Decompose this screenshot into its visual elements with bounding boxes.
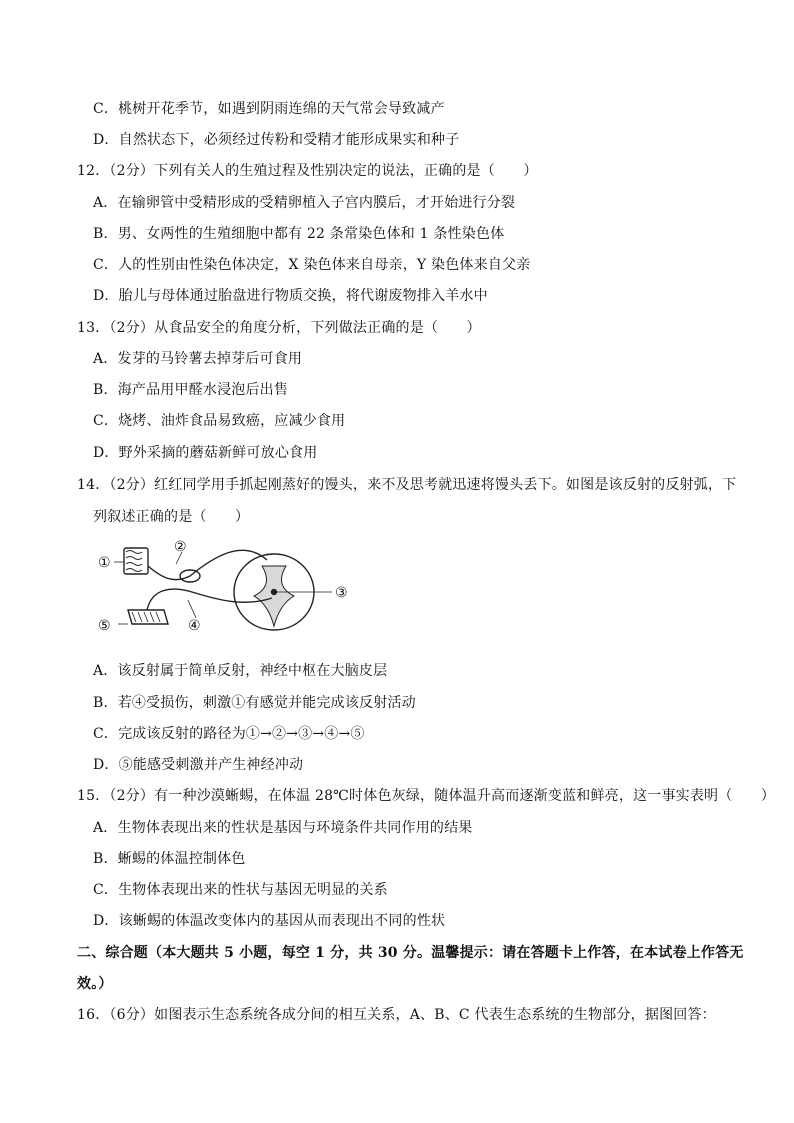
- label-2: ②: [174, 539, 187, 555]
- section-2-heading-line2: 效。）: [77, 976, 113, 992]
- question-14-line1: 14．（2分）红红同学用手抓起刚蒸好的馒头，来不及思考就迅速将馒头丢下。如图是该反射的反射弧，下: [77, 477, 737, 493]
- option-13a: A．发芽的马铃薯去掉芽后可食用: [93, 351, 303, 367]
- option-13b: B．海产品用甲醛水浸泡后出售: [93, 382, 289, 398]
- label-4: ④: [188, 618, 201, 634]
- efferent-nerve: [147, 589, 272, 610]
- option-13d: D．野外采摘的蘑菇新鲜可放心食用: [93, 445, 318, 461]
- label-1: ①: [98, 555, 111, 571]
- label-3: ③: [335, 585, 348, 601]
- gray-matter: [254, 566, 294, 626]
- option-14b: B．若④受损伤，刺激①有感觉并能完成该反射活动: [93, 695, 416, 711]
- option-14d: D．⑤能感受刺激并产生神经冲动: [93, 757, 304, 773]
- option-12a: A．在输卵管中受精形成的受精卵植入子宫内膜后，才开始进行分裂: [93, 195, 516, 211]
- section-2-heading-line1: 二、综合题（本大题共 5 小题，每空 1 分，共 30 分。温馨提示：请在答题卡上作答，在本试卷上作答无: [77, 945, 744, 961]
- reflex-arc-figure: [92, 538, 362, 642]
- option-15a: A．生物体表现出来的性状是基因与环境条件共同作用的结果: [93, 820, 473, 836]
- option-12d: D．胎儿与母体通过胎盘进行物质交换，将代谢废物排入羊水中: [93, 288, 488, 304]
- option-12c: C．人的性别由性染色体决定，X 染色体来自母亲，Y 染色体来自父亲: [93, 257, 531, 273]
- question-13: 13．（2分）从食品安全的角度分析，下列做法正确的是（ ）: [77, 320, 481, 336]
- afferent-nerve: [148, 550, 267, 579]
- question-12: 12．（2分）下列有关人的生殖过程及性别决定的说法，正确的是（ ）: [77, 163, 538, 179]
- question-14-line2: 列叙述正确的是（ ）: [93, 509, 250, 525]
- label-5: ⑤: [98, 618, 111, 634]
- option-13c: C．烧烤、油炸食品易致癌，应减少食用: [93, 413, 346, 429]
- option-14c: C．完成该反射的路径为①→②→③→④→⑤: [93, 726, 365, 742]
- question-16: 16．（6分）如图表示生态系统各成分间的相互关系，A、B、C 代表生态系统的生物部分，据图回答：: [77, 1007, 716, 1023]
- option-15d: D．该蜥蜴的体温改变体内的基因从而表现出不同的性状: [93, 913, 446, 929]
- option-12b: B．男、女两性的生殖细胞中都有 22 条常染色体和 1 条性染色体: [93, 226, 505, 242]
- option-15b: B．蜥蜴的体温控制体色: [93, 851, 246, 867]
- option-11c: C．桃树开花季节，如遇到阴雨连绵的天气常会导致减产: [93, 101, 445, 117]
- option-15c: C．生物体表现出来的性状与基因无明显的关系: [93, 882, 388, 898]
- receptor-skin: [124, 548, 148, 574]
- option-14a: A．该反射属于简单反射，神经中枢在大脑皮层: [93, 663, 388, 679]
- option-11d: D．自然状态下，必须经过传粉和受精才能形成果实和种子: [93, 132, 460, 148]
- question-15: 15．（2分）有一种沙漠蜥蜴，在体温 28℃时体色灰绿，随体温升高而逐渐变蓝和鲜亮，这一事实表明（ ）: [77, 788, 776, 804]
